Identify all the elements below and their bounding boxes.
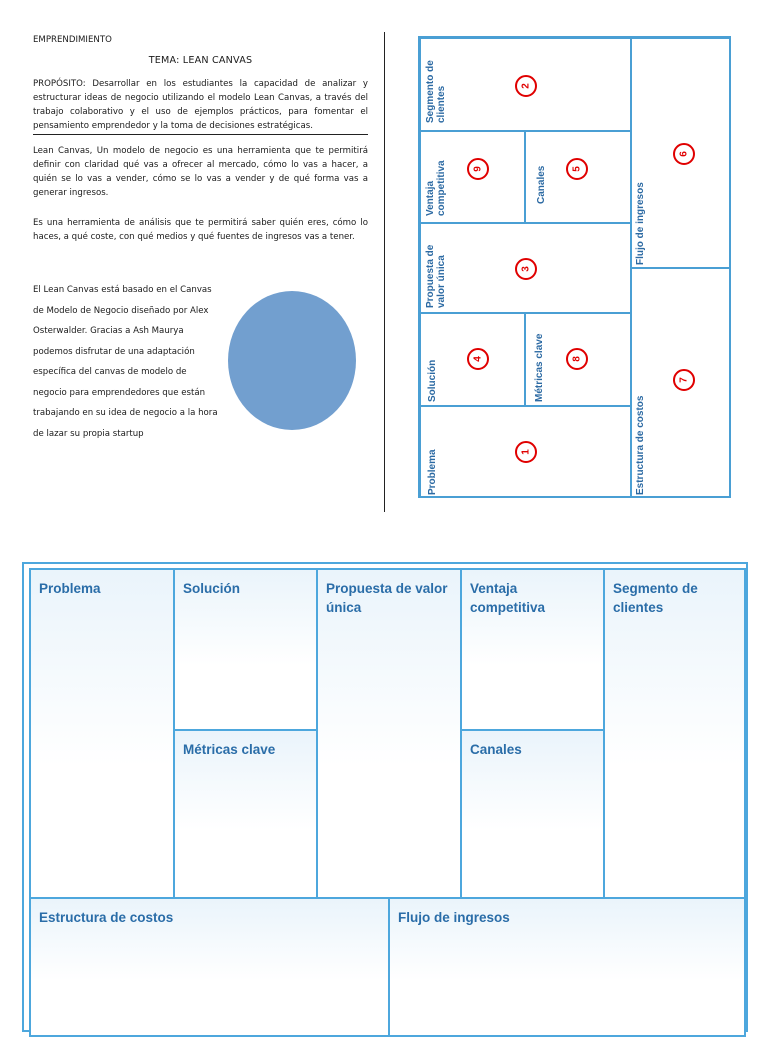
blank-lean-canvas [22, 562, 748, 1032]
cell-label: Ventaja competitiva [425, 160, 447, 216]
cell-segmento-clientes [603, 568, 746, 899]
cell-label: Estructura de costos [635, 395, 646, 495]
number-badge: 3 [515, 258, 537, 280]
cell-label: Métricas clave [183, 742, 276, 757]
cell-label: Propuesta de valor única [326, 581, 448, 615]
cell-propuesta-valor [316, 568, 462, 899]
definition-paragraph: Lean Canvas, Un modelo de negocio es una herramienta que te permitirá definir con claridad qué vas a ofrecer al mercado, cómo lo vas a hacer, a quién se lo vas a vender, cómo se lo vas a vender y de qué forma vas a generar ingresos. [33, 146, 368, 198]
purpose-paragraph [33, 77, 368, 133]
cell-ventaja-competitiva [420, 131, 525, 223]
cell-label: Problema [427, 449, 438, 495]
cell-segmento-clientes [420, 38, 631, 131]
cell-problema [420, 406, 631, 498]
cell-estructura-costos [631, 268, 731, 498]
cell-label: Ventaja competitiva [470, 581, 546, 615]
column-divider [384, 32, 385, 512]
cell-label: Solución [427, 359, 438, 402]
cell-label: Métricas clave [534, 333, 545, 402]
cell-ventaja-competitiva [460, 568, 605, 731]
cell-flujo-ingresos [631, 38, 731, 268]
cell-label: Problema [39, 581, 101, 596]
cell-canales [460, 729, 605, 899]
analysis-paragraph: Es una herramienta de análisis que te permitirá saber quién eres, cómo lo haces, a qué coste, con qué medios y qué fuentes de ingresos vas a tener. [33, 218, 368, 242]
purpose-underline [33, 134, 368, 135]
cell-solucion [420, 313, 525, 406]
cell-label: Propuesta de valor única [425, 244, 447, 308]
header-label: EMPRENDIMIENTO [33, 35, 112, 45]
cell-label: Estructura de costos [39, 910, 174, 925]
cell-propuesta-valor [420, 223, 631, 313]
cell-label: Flujo de ingresos [398, 910, 510, 925]
cell-estructura-costos [29, 897, 390, 1037]
cell-flujo-ingresos [388, 897, 746, 1037]
number-badge: 2 [515, 75, 537, 97]
cell-label: Flujo de ingresos [635, 182, 646, 265]
purpose-text: Desarrollar en los estudiantes la capacidad de analizar y estructurar ideas de negocio utilizando el modelo Lean Canvas, a través del trabajo colaborativo y el uso de ejemplos prácticos, para fomentar el pensamiento emprendedor y la toma de decisiones estratégicas. [33, 79, 368, 131]
number-badge: 6 [673, 143, 695, 165]
numbered-lean-canvas [418, 36, 731, 498]
purpose-heading: PROPÓSITO: [33, 79, 86, 89]
cell-canales [525, 131, 631, 223]
cell-label: Segmento de clientes [425, 60, 447, 123]
cell-label: Canales [536, 165, 547, 204]
cell-problema [29, 568, 175, 899]
number-badge: 4 [467, 348, 489, 370]
number-badge: 7 [673, 369, 695, 391]
cell-metricas-clave [173, 729, 318, 899]
topic-title: TEMA: LEAN CANVAS [148, 55, 253, 66]
origin-paragraph: El Lean Canvas está basado en el Canvas de Modelo de Negocio diseñado por Alex Osterwalder. Gracias a Ash Maurya podemos disfrutar de una adaptación específica del canvas de modelo de negocio para emprendedores que están trabajando en su idea de negocio a la hora de lazar su propia startup [33, 285, 218, 439]
cell-label: Solución [183, 581, 240, 596]
cell-metricas-clave [525, 313, 631, 406]
cell-solucion [173, 568, 318, 731]
number-badge: 5 [566, 158, 588, 180]
number-badge: 9 [467, 158, 489, 180]
cell-label: Segmento de clientes [613, 581, 698, 615]
number-badge: 1 [515, 441, 537, 463]
number-badge: 8 [566, 348, 588, 370]
cell-label: Canales [470, 742, 522, 757]
decorative-circle [228, 291, 356, 430]
